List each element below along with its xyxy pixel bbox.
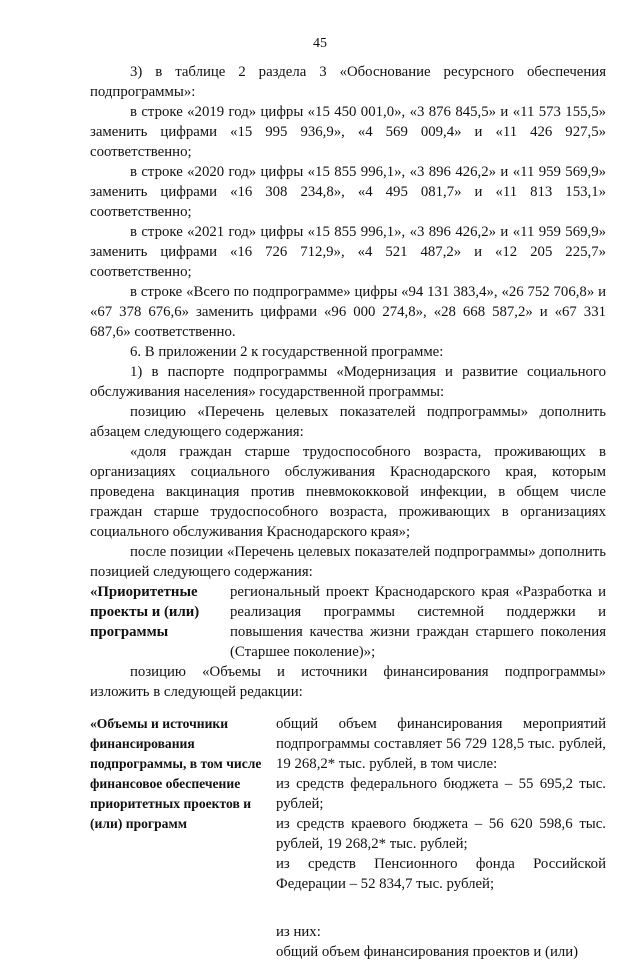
- paragraph: в строке «2020 год» цифры «15 855 996,1», «3 896 426,2» и «11 959 569,9» заменить цифрами «16 308 234,8», «4 495 081,7» и «11 813 153,1» соответственно;: [90, 164, 606, 220]
- spacer: [276, 894, 606, 922]
- volume-line: из них:: [276, 924, 321, 940]
- volume-line: общий объем финансирования мероприятий подпрограммы составляет 56 729 128,5 тыс. рублей, 19 268,2* тыс. рублей, в том числе:: [276, 716, 606, 772]
- volume-line: из средств Пенсионного фонда Российской Федерации – 52 834,7 тыс. рублей;: [276, 856, 606, 892]
- paragraph: в строке «2019 год» цифры «15 450 001,0», «3 876 845,5» и «11 573 155,5» заменить цифрами «15 995 936,9», «4 569 009,4» и «11 426 927,5» соответственно;: [90, 104, 606, 160]
- paragraph: 1) в паспорте подпрограммы «Модернизация и развитие социального обслуживания населения» государственной программы:: [90, 364, 606, 400]
- volume-line: из средств федерального бюджета – 55 695,2 тыс. рублей;: [276, 776, 606, 812]
- paragraph: «доля граждан старше трудоспособного возраста, проживающих в организациях социального обслуживания Краснодарского края, которым проведена вакцинация против пневмококковой инфекции, в общем числе граждан старше трудоспособного возраста, проживающих в организациях социального обслуживания Краснодарского края»;: [90, 444, 606, 540]
- paragraph: позицию «Перечень целевых показателей подпрограммы» дополнить абзацем следующего содержания:: [90, 404, 606, 440]
- page-number: 45: [313, 36, 327, 51]
- paragraph: 6. В приложении 2 к государственной программе:: [130, 344, 444, 360]
- volume-text: [270, 714, 606, 962]
- volume-line: общий объем финансирования проектов и (или): [276, 944, 579, 960]
- paragraph: в строке «2021 год» цифры «15 855 996,1», «3 896 426,2» и «11 959 569,9» заменить цифрами «16 726 712,9», «4 521 487,2» и «12 205 225,7» соответственно;: [90, 224, 606, 280]
- document-body: [90, 62, 606, 962]
- volume-label: «Объемы и источники финансирования подпрограммы, в том числе финансовое обеспечение приоритетных проектов и (или) программ: [90, 716, 262, 831]
- paragraph: после позиции «Перечень целевых показателей подпрограммы» дополнить позицией следующего содержания:: [90, 544, 606, 580]
- priority-row: [90, 582, 606, 662]
- paragraph: в строке «Всего по подпрограмме» цифры «94 131 383,4», «26 752 706,8» и «67 378 676,6» заменить цифрами «96 000 274,8», «28 668 587,2» и «67 331 687,6» соответственно.: [90, 284, 606, 340]
- volume-line: из средств краевого бюджета – 56 620 598,6 тыс. рублей, 19 268,2* тыс. рублей;: [276, 816, 606, 852]
- priority-label: «Приоритетные проекты и (или) программы: [90, 584, 200, 640]
- volume-row: [90, 714, 606, 962]
- paragraph: 3) в таблице 2 раздела 3 «Обоснование ресурсного обеспечения подпрограммы»:: [90, 64, 606, 100]
- paragraph: позицию «Объемы и источники финансирования подпрограммы» изложить в следующей редакции:: [90, 664, 606, 700]
- priority-text: региональный проект Краснодарского края «Разработка и реализация программы системной поддержки и повышения качества жизни граждан старшего поколения (Старшее поколение)»;: [230, 584, 606, 660]
